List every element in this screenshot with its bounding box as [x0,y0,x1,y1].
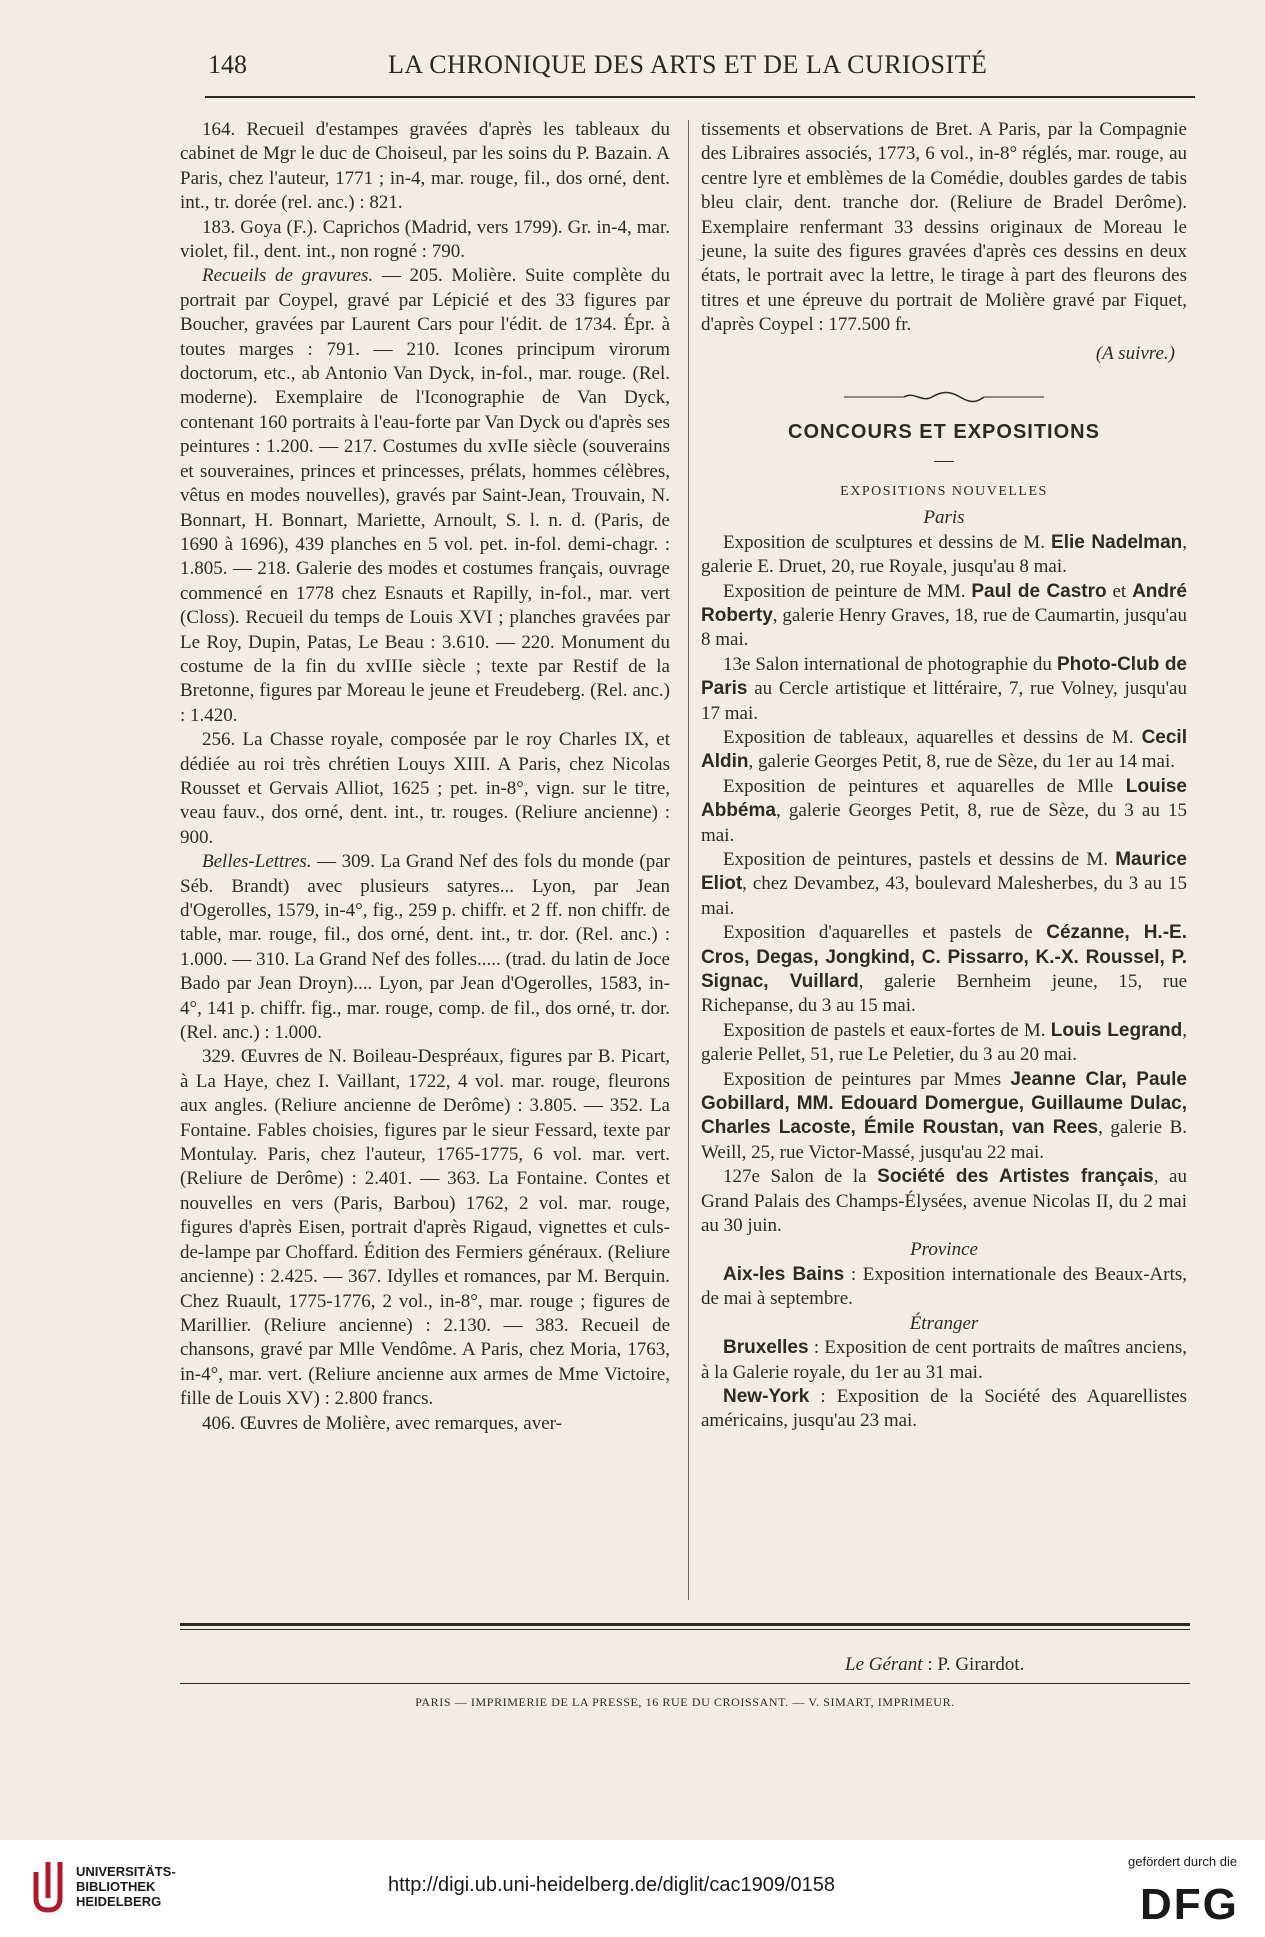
subsection-heading: EXPOSITIONS NOUVELLES [840,483,1048,499]
place-paris: Paris [923,507,965,529]
place-etranger: Étranger [909,1312,979,1334]
journal-title: LA CHRONIQUE DES ARTS ET DE LA CURIOSITÉ [388,50,988,79]
footer-rule-thick [180,1623,1190,1626]
gerant-rule [180,1683,1190,1684]
expo-bruxelles: Bruxelles : Exposition de cent portraits de maîtres anciens, à la Galerie royale, du 1er au 31 mai. [701,1337,1187,1383]
expo-nadelman: Exposition de sculptures et dessins de M. Elie Nadelman, galerie E. Druet, 20, rue Royale, jusqu'au 8 mai. [701,531,1187,578]
belles-lettres-text: — 309. La Grand Nef des fols du monde (par Séb. Brandt) avec plusieurs satyres... Lyon, par Jean d'Ogerolles, 1579, in-4°, fig., 259 p. chiffr. et 2 ff. non chiffr. de table, mar. rouge, fil., dos orné, dent. int., tr. dor. (Rel. anc.) : 1.000. — 310. La Grand Nef des folles..... (trad. du latin de Joce Bado par Jean Droyn).... Lyon, par Jean d'Ogerolles, 1583, in-4°, 141 p. chiffr. fig., mar. rouge, comp. de fil., dos orné, tr. dor. (Rel. anc.) : 1.000. [180,851,670,1044]
a-suivre: (A suivre.) [1095,342,1175,364]
running-head [208,44,1198,84]
section-title: CONCOURS ET EXPOSITIONS [788,421,1100,444]
belles-lettres [180,850,670,1045]
permalink-url[interactable]: http://digi.ub.uni-heidelberg.de/diglit/cac1909/0158 [388,1874,835,1896]
expo-abbema: Exposition de peintures et aquarelles de Mlle Louise Abbéma, galerie Georges Petit, 8, rue de Sèze, du 3 au 15 mai. [701,775,1187,846]
recueils-de-gravures [180,264,670,728]
lot-183: 183. Goya (F.). Caprichos (Madrid, vers 1799). Gr. in-4, mar. violet, fil., dent. int., non rogné : 790. [180,216,670,263]
expo-new-york: New-York : Exposition de la Société des Aquarellistes américains, jusqu'au 23 mai. [701,1385,1187,1432]
lot-406-continued: tissements et observations de Bret. A Paris, par la Compagnie des Libraires associés, 1773, 6 vol., in-8° réglés, mar. rouge, au centre lyre et emblèmes de la Comédie, doubles gardes de tabis bleu clair, dent. tranche dor. (Reliure de Bradel Derôme). Exemplaire renfermant 33 dessins originaux de Moreau le jeune, la suite des figures gravées d'après ces dessins en deux états, le portrait avec la lettre, le tirage à part des fleurons des titres et une épreuve du portrait de Molière gravé par Fiquet, d'après Coypel : 177.500 fr. [701,119,1187,336]
ornament-divider [701,386,1187,410]
library-logo-icon [30,1858,68,1916]
expo-castro-roberty: Exposition de peinture de MM. Paul de Castro et André Roberty, galerie Henry Graves, 18, rue de Caumartin, jusqu'au 8 mai. [701,580,1187,651]
expo-salon-artistes: 127e Salon de la Société des Artistes français, au Grand Palais des Champs-Élysées, avenue Nicolas II, du 2 mai au 30 juin. [701,1166,1187,1237]
funded-by-label: gefördert durch die [1128,1854,1238,1869]
belles-lettres-heading: Belles-Lettres. [202,851,312,873]
lot-329: 329. Œuvres de N. Boileau-Despréaux, figures par B. Picart, à La Haye, chez I. Vaillant, 1722, 4 vol. mar. rouge, fleurons aux angles. (Reliure ancienne de Derôme) : 3.805. — 352. La Fontaine. Fables choisies, figures par le sieur Fessard, texte par Montulay. Paris, chez l'auteur, 1765-1775, 6 vol. mar. vert. (Reliure de Derôme) : 2.401. — 363. La Fontaine. Contes et nouvelles en vers (Paris, Barbou) 1762, 2 vol. mar. rouge, figures d'après Eisen, portrait d'après Rigaud, vignettes et culs-de-lampe par Choffard. Édition des Fermiers généraux. (Reliure ancienne) : 2.425. — 367. Idylles et romances, par M. Berquin. Chez Ruault, 1775-1776, 2 vol., in-8°, mar. rouge ; figures de Marillier. (Reliure ancienne) : 2.130. — 383. Recueil de chansons, gravé par Mlle Vendôme. A Paris, chez Moria, 1763, in-4°, mar. vert. (Reliure ancienne aux armes de Mme Victoire, fille de Louis XV) : 2.800 francs. [180,1046,670,1410]
expo-photo-club: 13e Salon international de photographie du Photo-Club de Paris au Cercle artistique et littéraire, 7, rue Volney, jusqu'au 17 mai. [701,653,1187,724]
lot-164: 164. Recueil d'estampes gravées d'après les tableaux du cabinet de Mgr le duc de Choiseul, par les soins du P. Bazain. A Paris, chez l'auteur, 1771 ; in-4, mar. rouge, fil., dos orné, dent. int., tr. dorée (rel. anc.) : 821. [180,119,670,214]
gerant-name: : P. Girardot. [922,1654,1025,1675]
expo-eliot: Exposition de peintures, pastels et dessins de M. Maurice Eliot, chez Devambez, 43, boulevard Malesherbes, du 3 au 15 mai. [701,848,1187,919]
digitization-banner [0,1840,1265,1937]
expo-aix: Aix-les Bains : Exposition internationale des Beaux-Arts, de mai à septembre. [701,1263,1188,1310]
column-divider [688,120,689,1600]
right-column [701,118,1187,1434]
gerant-label: Le Gérant [845,1654,923,1675]
library-name: UNIVERSITÄTS- BIBLIOTHEK HEIDELBERG [76,1864,176,1909]
lot-406: 406. Œuvres de Molière, avec remarques, aver- [202,1412,562,1434]
recueils-text: — 205. Molière. Suite complète du portrait par Coypel, gravé par Lépicié et des 33 figures par Boucher, gravées par Laurent Cars pour l'édit. de 1734. Épr. à toutes marges : 791. — 210. Icones principum virorum doctorum, etc., ab Antonio Van Dyck, in-fol., mar. rouge. (Rel. moderne). Exemplaire de l'Iconographie de Van Dyck, contenant 160 portraits à l'eau-forte par Van Dyck ou d'après ses peintures : 1.200. — 217. Costumes du xvIIe siècle (souverains et souveraines, princes et princesses, prélats, hommes célèbres, vêtus en modes nouvelles), gravés par Saint-Jean, Trouvain, N. Bonnart, H. Bonnart, Mariette, Arnoult, S. l. n. d. (Paris, de 1690 à 1696), 439 planches en 5 vol. pet. in-fol. demi-chagr. : 1.805. — 218. Galerie des modes et costumes français, ouvrage commencé en 1778 chez Esnauts et Rapilly, in-fol., mar. vert (Closs). Recueil du temps de Louis XVI ; planches gravées par Le Roy, Dupin, Patas, Le Beau : 3.610. — 220. Monument du costume de la fin du xvIIIe siècle ; texte par Restif de la Bretonne, figures par Moreau le jeune et Freudeberg. (Rel. anc.) : 1.420. [180,265,670,726]
recueils-heading: Recueils de gravures. [202,265,374,287]
dfg-logo: DFG [1140,1880,1239,1929]
place-province: Province [910,1239,978,1261]
lot-256: 256. La Chasse royale, composée par le roy Charles IX, et dédiée au roi très chrétien Louys XIII. A Paris, chez Nicolas Rousset et Gervais Alliot, 1625 ; pet. in-8°, vign. sur le titre, veau fauv., dos orné, dent. int., tr. rouges. (Reliure ancienne) : 900. [180,729,670,848]
imprint: PARIS — IMPRIMERIE DE LA PRESSE, 16 RUE DU CROISSANT. — V. SIMART, IMPRIMEUR. [415,1695,955,1709]
left-column [180,118,670,1436]
page-number: 148 [208,50,247,79]
expo-aldin: Exposition de tableaux, aquarelles et dessins de M. Cecil Aldin, galerie Georges Petit, 8, rue de Sèze, du 1er au 14 mai. [701,726,1187,773]
footer-rule-thin [180,1629,1190,1630]
expo-cezanne-group: Exposition d'aquarelles et pastels de Cézanne, H.-E. Cros, Degas, Jongkind, C. Pissarro, K.-X. Roussel, P. Signac, Vuillard, galerie Bernheim jeune, 15, rue Richepanse, du 3 au 15 mai. [701,922,1188,1017]
section-dash [934,461,954,462]
expo-legrand: Exposition de pastels et eaux-fortes de M. Louis Legrand, galerie Pellet, 51, rue Le Peletier, du 3 au 20 mai. [701,1019,1187,1066]
gerant-line [845,1654,1024,1676]
expo-clar-group: Exposition de peintures par Mmes Jeanne Clar, Paule Gobillard, MM. Edouard Domergue, Guillaume Dulac, Charles Lacoste, Émile Roustan, van Rees, galerie B. Weill, 25, rue Victor-Massé, jusqu'au 22 mai. [701,1068,1188,1163]
header-rule [205,96,1195,98]
